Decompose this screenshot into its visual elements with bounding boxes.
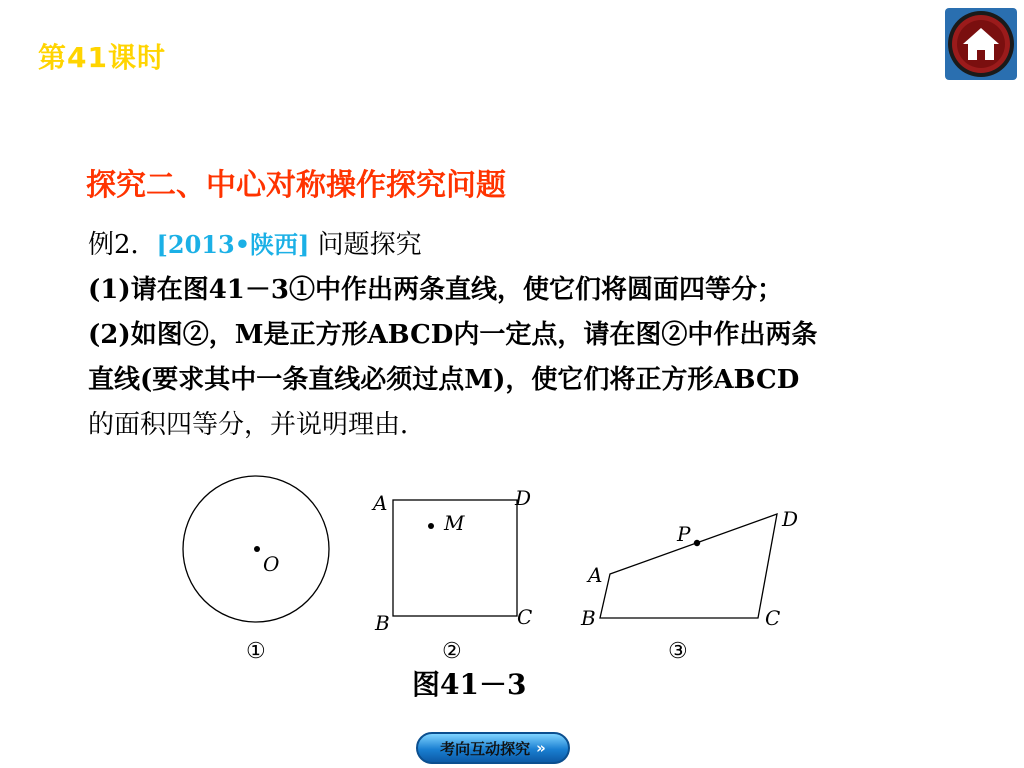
problem-header-line <box>88 222 948 268</box>
lesson-title: 第41课时 <box>38 41 166 74</box>
explore-nav-button[interactable] <box>416 732 570 764</box>
point-p <box>694 540 700 546</box>
label-square-d: D <box>515 486 532 510</box>
label-square-c: C <box>517 605 533 629</box>
label-quad-a: A <box>588 563 603 587</box>
home-icon <box>945 8 1017 80</box>
home-button[interactable] <box>945 8 1017 80</box>
figure-number-2: ② <box>442 639 462 664</box>
center-point-o <box>254 546 260 552</box>
source-tag: [2013•陕西] <box>156 230 310 259</box>
label-square-a: A <box>373 491 388 515</box>
problem-part2-line3: 的面积四等分，并说明理由． <box>88 410 427 440</box>
point-m <box>428 523 434 529</box>
figure-circle <box>183 476 329 664</box>
label-quad-d: D <box>782 507 799 531</box>
label-o: O <box>263 552 280 576</box>
label-p: P <box>677 522 691 546</box>
nav-label: 考向互动探究 <box>440 739 531 758</box>
figure-caption: 图41－3 <box>412 668 527 701</box>
problem-topic: 问题探究 <box>309 230 422 260</box>
label-m: M <box>444 511 465 535</box>
double-chevron-right-icon: » <box>536 739 546 757</box>
problem-part2-line1: (2)如图②，M是正方形ABCD内一定点，请在图②中作出两条 <box>88 320 818 350</box>
problem-part1: (1)请在图41－3①中作出两条直线，使它们将圆面四等分； <box>88 275 783 305</box>
label-square-b: B <box>375 611 390 635</box>
label-quad-b: B <box>581 606 596 630</box>
figure-number-1: ① <box>246 639 266 664</box>
section-heading: 探究二、中心对称操作探究问题 <box>86 168 506 203</box>
figure-number-3: ③ <box>668 639 688 664</box>
label-quad-c: C <box>765 606 781 630</box>
geometry-figures <box>160 470 799 670</box>
figure-quadrilateral <box>580 507 798 664</box>
figure-square <box>371 486 532 664</box>
example-label: 例2． <box>88 230 157 260</box>
problem-text <box>88 222 948 448</box>
problem-part2-line2: 直线(要求其中一条直线必须过点M)，使它们将正方形ABCD <box>88 365 800 395</box>
